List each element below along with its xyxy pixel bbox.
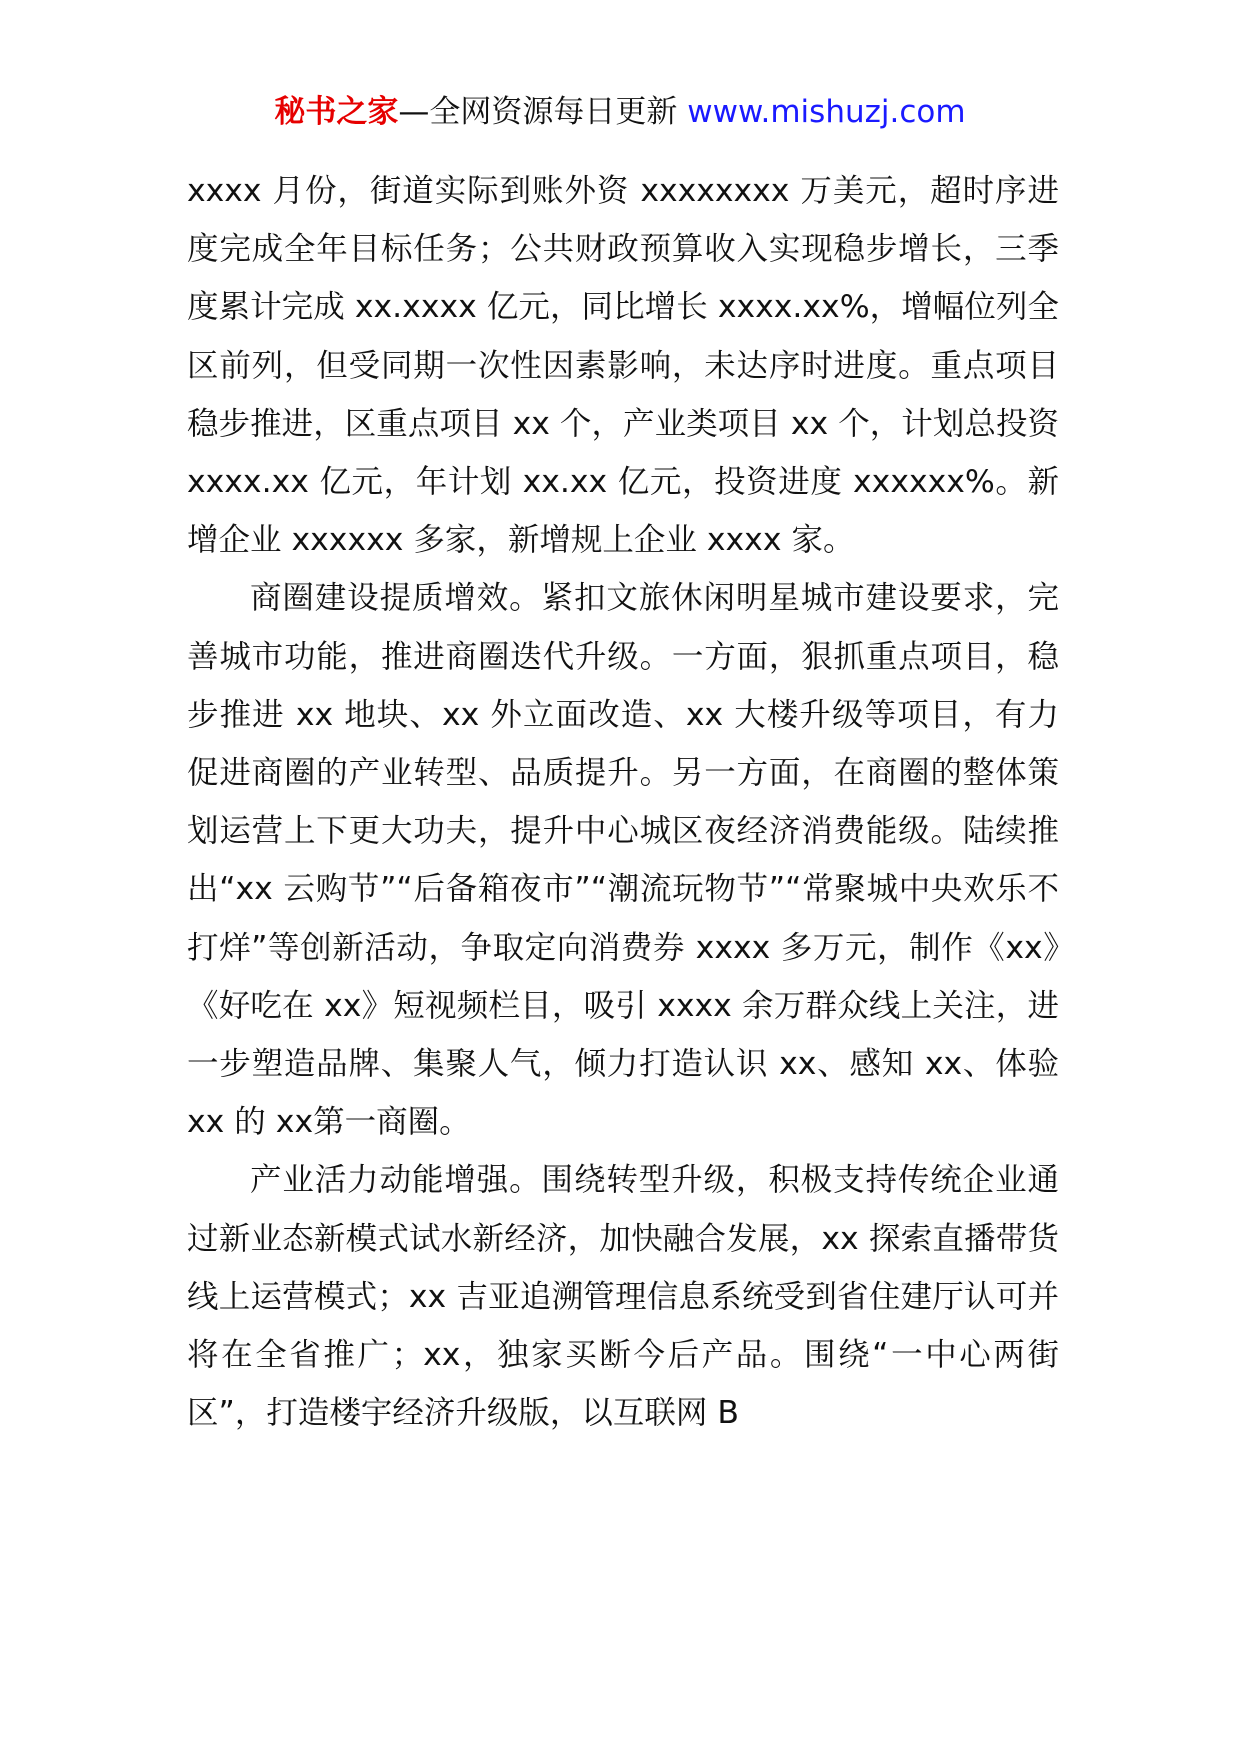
site-url-link[interactable]: www.mishuzj.com: [687, 94, 966, 130]
paragraph-business-district: 商圈建设提质增效。紧扣文旅休闲明星城市建设要求，完善城市功能，推进商圈迭代升级。一方面，狠抓重点项目，稳步推进 xx 地块、xx 外立面改造、xx 大楼升级等项目，有力促进商圈的产业转型、品质提升。另一方面，在商圈的整体策划运营上下更大功夫，提升中心城区夜经济消费能级。陆续推出“xx 云购节”“后备箱夜市”“潮流玩物节”“常聚城中央欢乐不打烊”等创新活动，争取定向消费券 xxxx 多万元，制作《xx》《好吃在 xx》短视频栏目，吸引 xxxx 余万群众线上关注，进一步塑造品牌、集聚人气，倾力打造认识 xx、感知 xx、体验 xx 的 xx第一商圈。: [187, 580, 1059, 1141]
site-header: [0, 92, 1240, 132]
paragraph-industry-vitality: 产业活力动能增强。围绕转型升级，积极支持传统企业通过新业态新模式试水新经济，加快融合发展，xx 探索直播带货线上运营模式；xx 吉亚追溯管理信息系统受到省住建厅认可并将在全省推广；xx，独家买断今后产品。围绕“一中心两街区”，打造楼宇经济升级版，以互联网 B: [187, 1162, 1059, 1432]
brand-name: 秘书之家: [274, 94, 399, 130]
header-slogan: —全网资源每日更新: [398, 94, 678, 130]
document-body: [187, 162, 1059, 1442]
paragraph-economy-stats: xxxx 月份，街道实际到账外资 xxxxxxxx 万美元，超时序进度完成全年目标任务；公共财政预算收入实现稳步增长，三季度累计完成 xx.xxxx 亿元，同比增长 xxxx.xx%，增幅位列全区前列，但受同期一次性因素影响，未达序时进度。重点项目稳步推进，区重点项目 xx 个，产业类项目 xx 个，计划总投资 xxxx.xx 亿元，年计划 xx.xx 亿元，投资进度 xxxxxx%。新增企业 xxxxxx 多家，新增规上企业 xxxx 家。: [187, 173, 1059, 559]
